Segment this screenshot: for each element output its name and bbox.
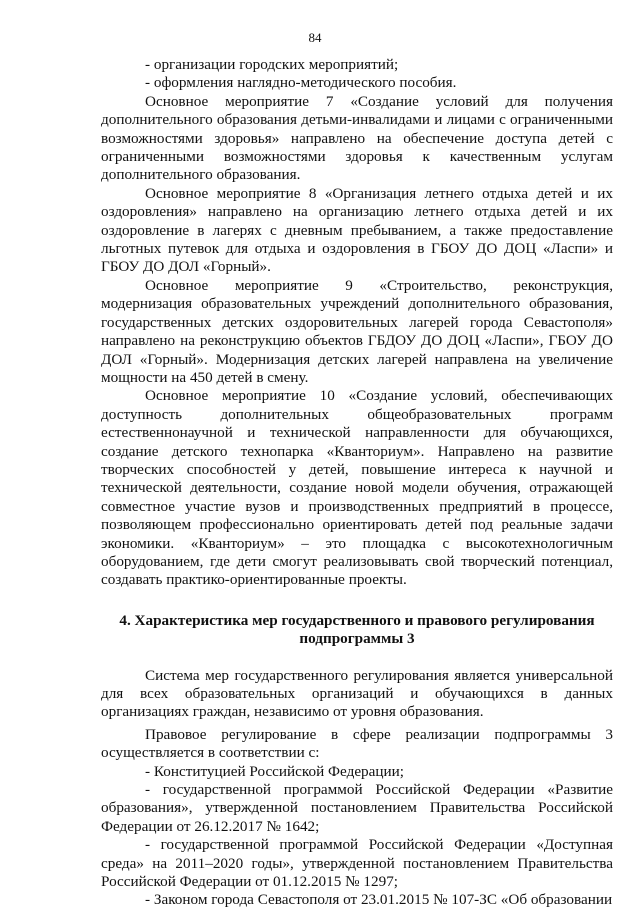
paragraph: Основное мероприятие 8 «Организация летнего отдыха детей и их оздоровления» направлено на организацию летнего отдыха детей и их оздоровление в лагерях с дневным пребыванием, а также предоставление льготных путевок для отдыха и оздоровления в ГБОУ ДО ДОЦ «Ласпи» и ГБОУ ДО ДОЛ «Горный». [101, 184, 613, 276]
list-item: - Конституцией Российской Федерации; [145, 762, 404, 780]
list-item: - оформления наглядно-методического пособия. [145, 74, 457, 92]
paragraph: Основное мероприятие 9 «Строительство, реконструкция, модернизация образовательных учреждений дополнительного образования, государственных детских оздоровительных лагерей города Севастополя» направлено на реконструкцию объектов ГБДОУ ДО ДОЦ «Ласпи», ГБОУ ДО ДОЛ «Горный». Модернизация детских лагерей направлена на увеличение мощности на 450 детей в смену. [101, 276, 613, 386]
list-item: - государственной программой Российской Федерации «Развитие образования», утвержденной постановлением Правительства Российской Федерации от 26.12.2017 № 1642; [101, 781, 613, 835]
paragraph: Основное мероприятие 7 «Создание условий для получения дополнительного образования детьми-инвалидами и лицами с ограниченными возможностями здоровья» направлено на обеспечение доступа детей с ограниченными возможностями здоровья к качественным услугам дополнительного образования. [101, 92, 613, 184]
list-item: - Законом города Севастополя от 23.01.2015 № 107-ЗС «Об образовании [145, 891, 613, 909]
paragraph: Основное мероприятие 10 «Создание условий, обеспечивающих доступность дополнительных общеобразовательных программ естественнонаучной и технической направленности для обучающихся, создание детского технопарка «Кванториум». Направлено на развитие творческих способностей у детей, повышение интереса к научной и технической деятельности, создание новой модели обучения, отражающей совместное участие вузов и производственных предприятий в процессе, позволяющем профессионально ориентировать детей под реальные задачи экономики. «Кванториум» – это площадка с высокотехнологичным оборудованием, где дети смогут реализовывать свой творческий потенциал, создавать практико-ориентированные проекты. [101, 387, 613, 589]
document-body [101, 56, 613, 910]
list-item: - организации городских мероприятий; [145, 56, 399, 73]
paragraph: Правовое регулирование в сфере реализации подпрограммы 3 осуществляется в соответствии с: [101, 725, 613, 762]
paragraph: Система мер государственного регулирования является универсальной для всех образовательных организаций и обучающихся в данных организациях граждан, независимо от уровня образования. [101, 666, 613, 721]
section-heading: 4. Характеристика мер государственного и правового регулирования подпрограммы 3 [119, 611, 595, 648]
page-number: 84 [308, 30, 322, 45]
list-item: - государственной программой Российской Федерации «Доступная среда» на 2011–2020 годы», утвержденной постановлением Правительства Российской Федерации от 01.12.2015 № 1297; [101, 836, 613, 891]
